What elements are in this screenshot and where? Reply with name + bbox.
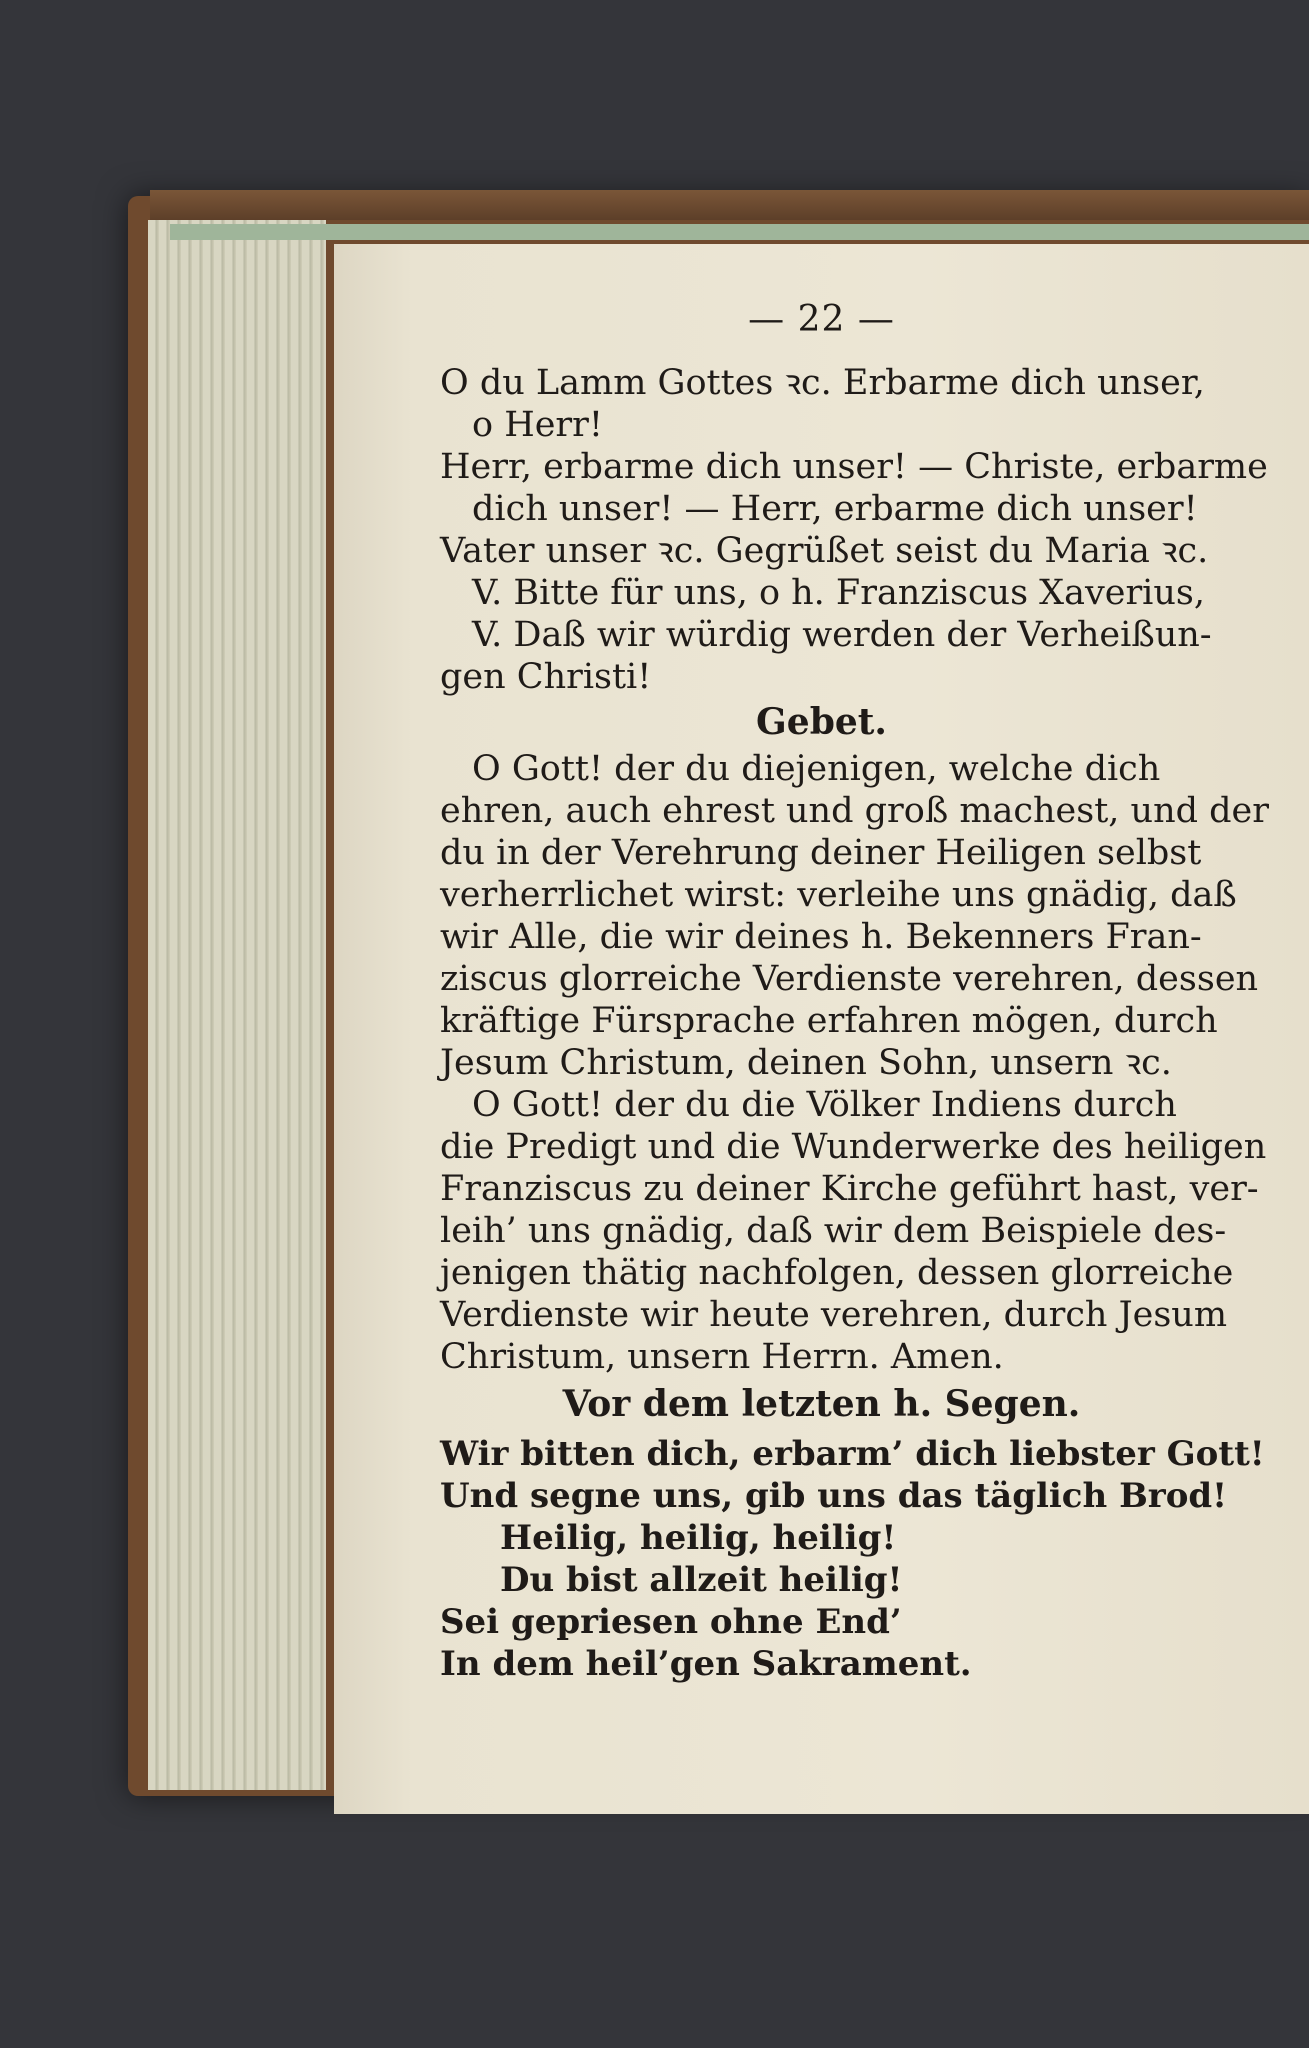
prayer-line: ziscus glorreiche Verdienste verehren, dessen [440, 959, 1259, 999]
book-page [334, 244, 1309, 1814]
hymn-line: Wir bitten dich, erbarm’ dich liebster Gott! [440, 1434, 1265, 1474]
prayer-line: du in der Verehrung deiner Heiligen selbst [440, 833, 1202, 873]
hymn-line: Du bist allzeit heilig! [500, 1560, 903, 1600]
prayer-line: O Gott! der du die Völker Indiens durch [472, 1085, 1177, 1125]
litany-line: dich unser! — Herr, erbarme dich unser! [472, 489, 1198, 529]
litany-line: Vater unser ꝛc. Gegrüßet seist du Maria ꝛc. [440, 531, 1209, 571]
prayer-line: leih’ uns gnädig, daß wir dem Beispiele des- [440, 1211, 1227, 1251]
prayer-line: kräftige Fürsprache erfahren mögen, durch [440, 1001, 1218, 1041]
prayer-line: wir Alle, die wir deines h. Bekenners Fran- [440, 917, 1202, 957]
prayer-line: O Gott! der du diejenigen, welche dich [472, 749, 1161, 789]
prayer-line: ehren, auch ehrest und groß machest, und der [440, 791, 1269, 831]
prayer-line: Franziscus zu deiner Kirche geführt hast, ver- [440, 1169, 1259, 1209]
hymn-line: Und segne uns, gib uns das täglich Brod! [440, 1476, 1228, 1516]
book-spine-top [150, 190, 1309, 220]
green-page-edge [170, 224, 1309, 240]
litany-line: o Herr! [472, 405, 603, 445]
prayer-heading: Gebet. [756, 701, 887, 743]
litany-line: gen Christi! [440, 657, 652, 697]
prayer-line: Christum, unsern Herrn. Amen. [440, 1337, 1004, 1377]
prayer-line: die Predigt und die Wunderwerke des heiligen [440, 1127, 1267, 1167]
litany-line: O du Lamm Gottes ꝛc. Erbarme dich unser, [440, 363, 1205, 403]
prayer-line: Jesum Christum, deinen Sohn, unsern ꝛc. [440, 1043, 1172, 1083]
prayer-line: verherrlichet wirst: verleihe uns gnädig, daß [440, 875, 1237, 915]
hymn-line: Sei gepriesen ohne End’ [440, 1602, 902, 1642]
hymn-line: In dem heil’gen Sakrament. [440, 1644, 972, 1684]
blessing-heading: Vor dem letzten h. Segen. [562, 1383, 1081, 1425]
prayer-line: Verdienste wir heute verehren, durch Jesum [440, 1295, 1228, 1335]
prayer-line: jenigen thätig nachfolgen, dessen glorreiche [440, 1253, 1234, 1293]
page-edges [148, 220, 326, 1790]
litany-line: V. Daß wir würdig werden der Verheißun- [472, 615, 1212, 655]
litany-line: Herr, erbarme dich unser! — Christe, erbarme [440, 447, 1268, 487]
litany-line: V. Bitte für uns, o h. Franziscus Xaverius, [472, 573, 1206, 613]
hymn-line: Heilig, heilig, heilig! [500, 1518, 897, 1558]
page-number: — 22 — [748, 299, 895, 340]
